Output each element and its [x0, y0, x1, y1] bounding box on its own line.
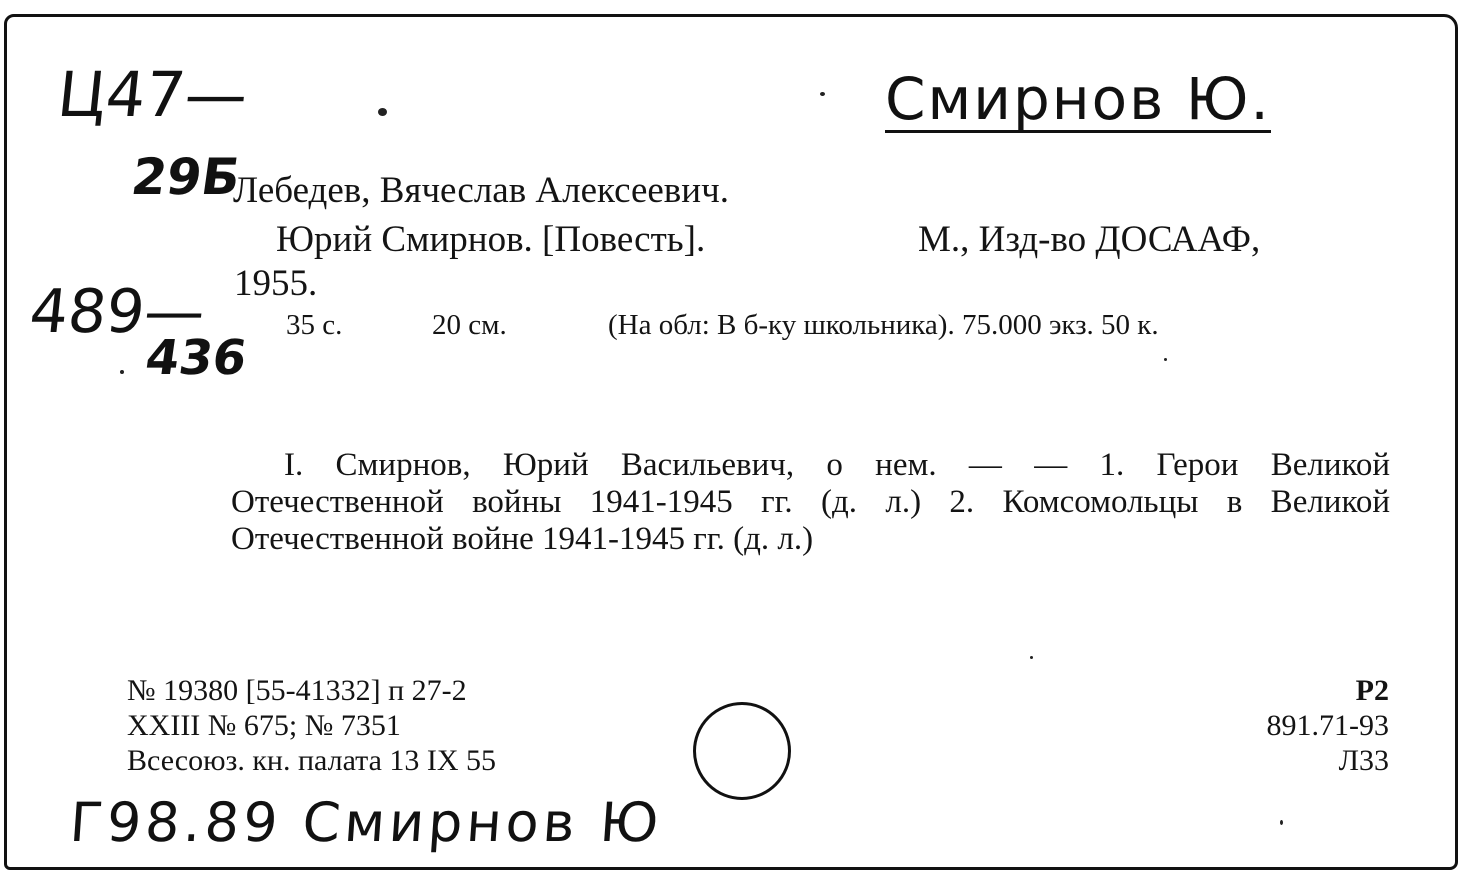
handwritten-call-number-mid: 489— — [26, 277, 209, 347]
handwritten-subject-note: Смирнов Ю. — [885, 65, 1271, 133]
footer-right-line-3: Л33 — [1338, 744, 1389, 777]
footer-left-line-1: № 19380 [55-41332] п 27-2 — [127, 674, 467, 707]
scan-speck — [378, 108, 387, 116]
handwritten-bottom-note: Г98.89 Смирнов Ю — [67, 791, 665, 854]
series-note: (На обл: В б-ку школьника). 75.000 экз. 50 к. — [608, 309, 1159, 341]
footer-right-line-1: Р2 — [1355, 674, 1389, 707]
subject-line-1: I. Смирнов, Юрий Васильевич, о нем. — — 1. Герои Великой — [284, 447, 1390, 483]
handwritten-call-number-top: Ц47— — [54, 58, 251, 131]
subject-line-3: Отечественной войне 1941-1945 гг. (д. л.) — [231, 521, 814, 557]
footer-left-line-2: XXIII № 675; № 7351 — [127, 709, 401, 742]
size: 20 см. — [432, 309, 507, 341]
author-heading: Лебедев, Вячеслав Алексеевич. — [233, 170, 729, 211]
stamp-circle-icon — [693, 702, 791, 800]
scan-speck — [1164, 358, 1167, 361]
title-part: Юрий Смирнов. [Повесть]. — [276, 219, 706, 260]
subject-line-2: Отечественной войны 1941-1945 гг. (д. л.) 2. Комсомольцы в Великой — [231, 484, 1390, 520]
publication-year: 1955. — [234, 263, 318, 304]
publisher: М., Изд-во ДОСААФ, — [918, 219, 1261, 260]
handwritten-call-number-mid-sub: 436 — [142, 330, 251, 386]
scan-speck — [1030, 656, 1033, 659]
scan-speck — [820, 92, 825, 96]
handwritten-call-number-sub: 29Б — [127, 148, 244, 206]
footer-left-line-3: Всесоюз. кн. палата 13 IX 55 — [127, 744, 497, 777]
footer-right-line-2: 891.71-93 — [1266, 709, 1389, 742]
scan-speck — [1280, 820, 1283, 825]
pages: 35 с. — [286, 309, 343, 341]
scan-speck — [120, 370, 124, 374]
